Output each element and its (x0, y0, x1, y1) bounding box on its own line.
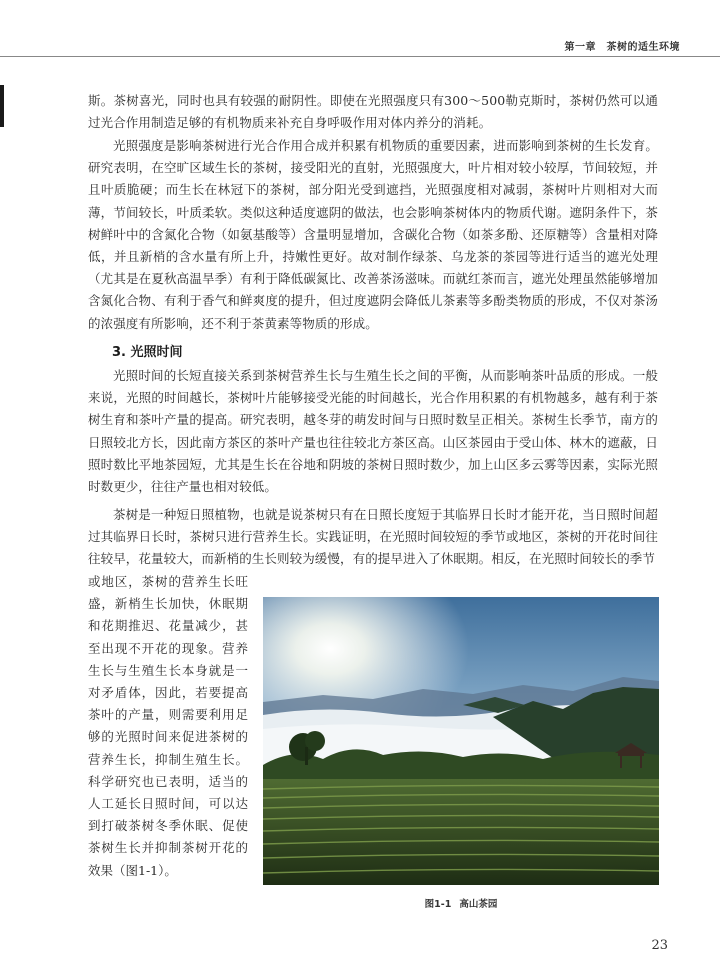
paragraph-4-wrap: 或地区，茶树的营养生长旺盛，新梢生长加快，休眠期和花期推迟、花量减少，甚至出现不开花的现象。营养生长与生殖生长本身就是一对矛盾体，因此，若要提高茶叶的产量，则需要利用足够的光照时间来促进茶树的营养生长，抑制生殖生长。科学研究也已表明，适当的人工延长日照时间，可以达到打破茶树冬季休眠、促使茶树生长并抑制茶树开花的效果（图1-1）。 (88, 574, 248, 878)
paragraph-2: 光照强度是影响茶树进行光合作用合成并积累有机物质的重要因素，进而影响到茶树的生长发育。研究表明，在空旷区域生长的茶树，接受阳光的直射，光照强度大，叶片相对较小较厚，节间较短，并且叶质脆硬；而生长在林冠下的茶树，部分阳光受到遮挡，光照强度相对减弱，茶树叶片则相对大而薄，节间较长，叶质柔软。类似这种适度遮阴的做法，也会影响茶树体内的物质代谢。遮阴条件下，茶树鲜叶中的含氮化合物（如氨基酸等）含量明显增加，含碳化合物（如茶多酚、还原糖等）含量相对降低，并且新梢的含水量有所上升，持嫩性更好。故对制作绿茶、乌龙茶的茶园等进行适当的遮光处理（尤其是在夏秋高温旱季）有利于降低碳氮比、改善茶汤滋味。而就红茶而言，遮光处理虽然能够增加含氮化合物、有利于香气和鲜爽度的提升，但过度遮阴会降低儿茶素等多酚类物质的形成，不仅对茶汤的浓强度有所影响，还不利于茶黄素等物质的形成。 (88, 138, 658, 331)
tea-garden-photo (263, 597, 659, 885)
paragraph-1: 斯。茶树喜光，同时也具有较强的耐阴性。即使在光照强度只有300～500勒克斯时，茶树仍然可以通过光合作用制造足够的有机物质来补充自身呼吸作用对体内养分的消耗。 (88, 93, 658, 131)
header-rule (0, 56, 720, 57)
figure-caption (263, 896, 659, 910)
paragraph-4: 茶树是一种短日照植物，也就是说茶树只有在日照长度短于其临界日长时才能开花，当日照时间超过其临界日长时，茶树只进行营养生长。实践证明，在光照时间较短的季节或地区，茶树的开花时间往往较早，花量较大，而新梢的生长则较为缓慢，有的提早进入了休眠期。相反，在光照时间较长的季节 (88, 507, 658, 567)
section-heading: 3. 光照时间 (112, 345, 183, 360)
figure-label: 图1-1 (424, 899, 452, 910)
paragraph-3: 光照时间的长短直接关系到茶树营养生长与生殖生长之间的平衡，从而影响茶叶品质的形成。一般来说，光照的时间越长，茶树叶片能够接受光能的时间越长，光合作用积累的有机物越多，越有利于茶树生育和茶叶产量的提高。研究表明，越冬芽的萌发时间与日照时数呈正相关。茶树生长季节，南方的日照较北方长，因此南方茶区的茶叶产量也往往较北方茶区高。山区茶园由于受山体、林木的遮蔽，日照时数比平地茶园短，尤其是生长在谷地和阴坡的茶树日照时数少，加上山区多云雾等因素，实际光照时数更少，往往产量也相对较低。 (88, 368, 658, 495)
figure-caption-text: 高山茶园 (459, 899, 498, 910)
margin-marker (0, 85, 4, 127)
running-header: 第一章 茶树的适生环境 (564, 42, 680, 53)
page-number: 23 (651, 938, 668, 953)
